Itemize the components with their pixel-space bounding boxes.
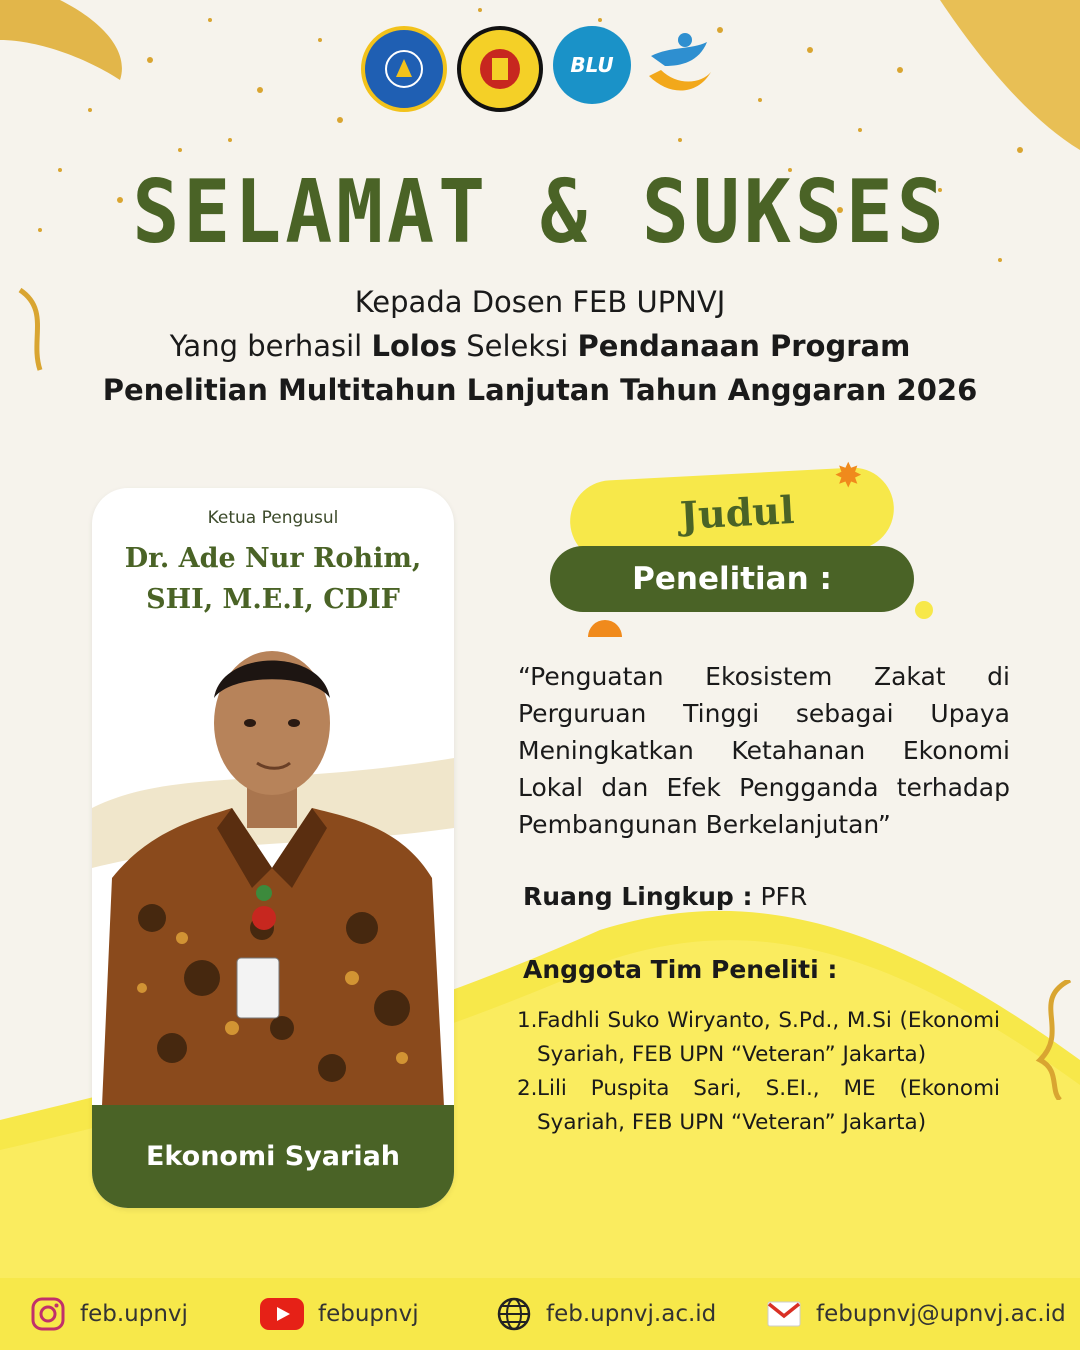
- team-heading: Anggota Tim Peneliti :: [523, 955, 838, 984]
- list-item-text: Lili Puspita Sari, S.EI., ME (Ekonomi Syariah, FEB UPN “Veteran” Jakarta): [537, 1076, 1000, 1135]
- footer-email[interactable]: [766, 1296, 1066, 1332]
- ribbon-right: [1030, 980, 1080, 1100]
- youtube-icon: [260, 1296, 304, 1332]
- card-name-line-2: SHI, M.E.I, CDIF: [146, 584, 400, 615]
- judul-label: Judul: [678, 487, 796, 538]
- intro-line-2-d: Pendanaan Program: [577, 329, 911, 363]
- intro-line-2-a: Yang berhasil: [169, 329, 372, 363]
- department-label: Ekonomi Syariah: [92, 1105, 454, 1208]
- intro-line-3-text: Penelitian Multitahun Lanjutan Tahun Anggaran 2026: [102, 373, 978, 407]
- intro-line-2: [0, 324, 1080, 368]
- team-list: [517, 1004, 1000, 1140]
- scope: [523, 882, 807, 911]
- researcher-photo: [92, 628, 454, 1106]
- website-url: feb.upnvj.ac.id: [546, 1301, 717, 1327]
- upn-veteran-jakarta-logo: [457, 26, 543, 112]
- scope-label: Ruang Lingkup :: [523, 882, 753, 911]
- blu-logo-text: BLU: [570, 53, 614, 77]
- feb-logo: [641, 26, 719, 104]
- email-address: febupnvj@upnvj.ac.id: [816, 1301, 1066, 1327]
- instagram-icon: [30, 1296, 66, 1332]
- page-title: SELAMAT & SUKSES: [132, 162, 948, 264]
- mail-icon: [766, 1296, 802, 1332]
- scope-value: PFR: [752, 882, 808, 911]
- card-role: Ketua Pengusul: [207, 508, 339, 528]
- yellow-dot: [915, 601, 933, 619]
- intro-line-1: Kepada Dosen FEB UPNVJ: [354, 285, 726, 319]
- intro-line-2-b: Lolos: [371, 329, 457, 363]
- list-item: [517, 1072, 1000, 1140]
- research-title: “Penguatan Ekosistem Zakat di Perguruan Tinggi sebagai Upaya Meningkatkan Ketahanan Ekonomi Lokal dan Efek Pengganda terhadap Pembangunan Berkelanjutan”: [518, 662, 1010, 839]
- intro-line-2-c: Seleksi: [457, 329, 578, 363]
- youtube-handle: febupnvj: [318, 1301, 419, 1327]
- footer-youtube[interactable]: [260, 1296, 419, 1332]
- instagram-handle: feb.upnvj: [80, 1301, 188, 1327]
- globe-icon: [496, 1296, 532, 1332]
- footer-website[interactable]: [496, 1296, 716, 1332]
- footer: [0, 1278, 1080, 1350]
- list-item-number: 2.: [517, 1076, 538, 1101]
- list-item: [517, 1004, 1000, 1072]
- list-item-text: Fadhli Suko Wiryanto, S.Pd., M.Si (Ekonomi Syariah, FEB UPN “Veteran” Jakarta): [537, 1008, 1000, 1067]
- partner-logos: [0, 26, 1080, 112]
- intro-text: [0, 280, 1080, 412]
- penelitian-label: Penelitian :: [550, 546, 914, 612]
- sparkle-icon: ✸: [834, 456, 863, 496]
- intro-line-3: [0, 368, 1080, 412]
- footer-instagram[interactable]: [30, 1296, 188, 1332]
- blu-speed-logo: [553, 26, 631, 104]
- tut-wuri-handayani-logo: [361, 26, 447, 112]
- list-item-number: 1.: [517, 1008, 538, 1033]
- researcher-card: [92, 488, 454, 1208]
- card-name: [92, 538, 454, 620]
- card-name-line-1: Dr. Ade Nur Rohim,: [124, 543, 422, 574]
